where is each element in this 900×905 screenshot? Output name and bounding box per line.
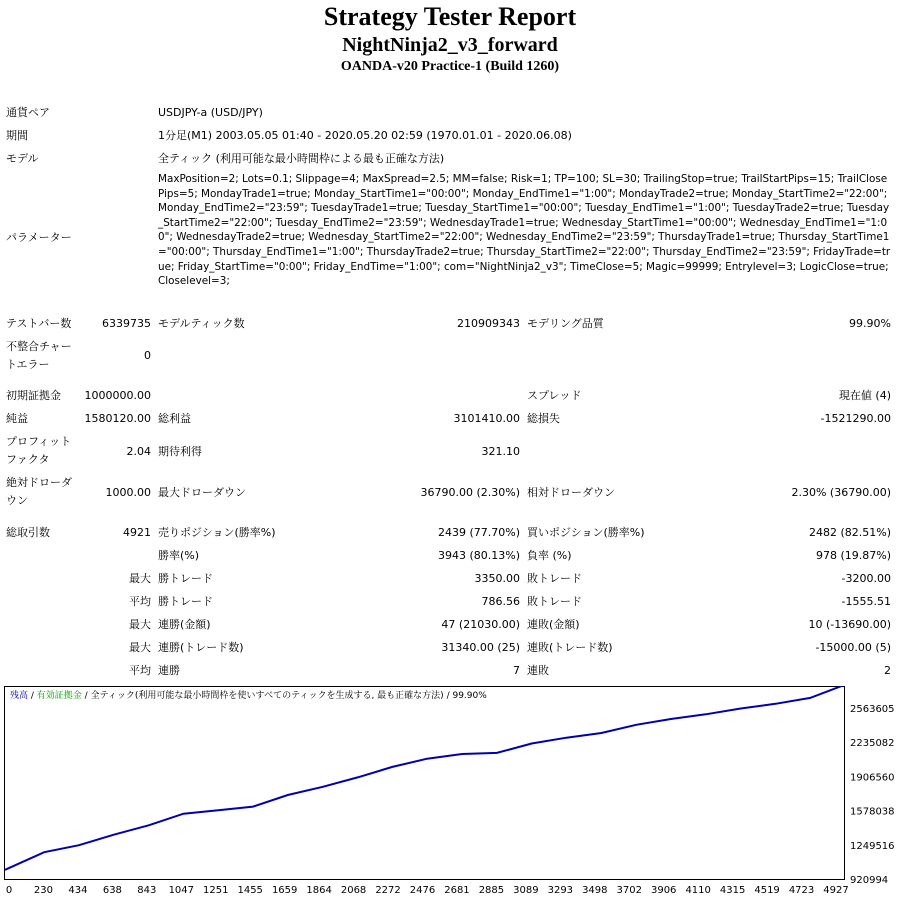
params-value: MaxPosition=2; Lots=0.1; Slippage=4; MaxSpread=2.5; MM=false; Risk=1; TP=100; SL=30; TrailingStop=true; TrailStartPips=15; TrailClosePips=5; MondayTrade1=true; Monday_StartTime1="00:00"; Monday_EndTime1="1:00"; MondayTrade2=true; Monday_StartTime2="22:00"; Monday_EndTime2="23:59"; TuesdayTrade1=true; Tuesday_StartTime1="00:00"; Tuesday_EndTime1="1:00"; TuesdayTrade2=true; Tuesday_StartTime2="22:00"; Tuesday_EndTime2="23:59"; WednesdayTrade1=true; Wednesday_StartTime1="00:00"; Wednesday_EndTime1="1:00"; WednesdayTrade2=true; Wednesday_StartTime2="22:00"; Wednesday_EndTime2="23:59"; ThursdayTrade1=true; Thursday_StartTime1="00:00"; Thursday_EndTime1="1:00"; ThursdayTrade2=true; Thursday_StartTime2="22:00"; Thursday_EndTime2="23:59"; FridayTrade=true; Friday_StartTime="0:00"; Friday_EndTime="1:00"; com="NightNinja2_v3"; TimeClose=5; Magic=99999; Entrylevel=3; LogicClose=true; Closelevel=3;: [158, 173, 891, 288]
avgcons-win-value: 7: [513, 664, 520, 677]
symbol-label: 通貨ペア: [6, 106, 50, 119]
maxdd-value: 36790.00 (2.30%): [420, 486, 520, 499]
long-value: 2482 (82.51%): [808, 526, 891, 539]
x-tick-label: 1251: [203, 885, 229, 896]
maxdd-label: 最大ドローダウン: [158, 486, 246, 499]
absdd-value: 1000.00: [105, 486, 151, 499]
expected-value: 321.10: [481, 445, 520, 458]
avgcons-label: 平均: [129, 664, 151, 677]
x-tick-label: 3498: [582, 885, 608, 896]
netprofit-value: 1580120.00: [84, 412, 151, 425]
legend-balance: 残高: [10, 691, 29, 701]
largest-win-value: 3350.00: [474, 572, 520, 585]
avgcons-loss-value: 2: [884, 664, 891, 677]
y-tick-label: 1249516: [850, 840, 895, 852]
deposit-label: 初期証拠金: [6, 389, 61, 402]
legend-sep: /: [28, 691, 37, 701]
x-tick-label: 2476: [409, 885, 436, 896]
grossloss-value: -1521290.00: [820, 412, 891, 425]
y-tick-label: 1906560: [850, 772, 895, 784]
x-tick-label: 1864: [306, 885, 332, 896]
x-tick-label: 2885: [478, 885, 505, 896]
x-tick-label: 4110: [685, 885, 711, 896]
y-tick-label: 2235082: [850, 738, 895, 750]
broker-info: OANDA-v20 Practice-1 (Build 1260): [340, 59, 560, 74]
maxcons2-label: 最大: [129, 641, 151, 654]
trades-value: 4921: [123, 526, 151, 539]
average-label: 平均: [129, 595, 151, 608]
symbol-value: USDJPY-a (USD/JPY): [158, 106, 263, 119]
reldd-label: 相対ドローダウン: [527, 486, 615, 499]
legend-sep: /: [443, 691, 453, 701]
legend-model: 全ティック(利用可能な最小時間枠を使いすべてのティックを生成する, 最も正確な方法): [90, 691, 444, 701]
x-tick-label: 4315: [719, 885, 746, 896]
legend-equity: 有効証拠金: [36, 691, 82, 701]
netprofit-label: 純益: [6, 412, 28, 425]
x-tick-label: 3089: [513, 885, 539, 896]
period-label: 期間: [6, 129, 28, 142]
x-tick-label: 843: [137, 885, 157, 896]
maxcons-loss-label: 連敗(金額): [527, 618, 580, 631]
x-tick-label: 3906: [650, 885, 677, 896]
lossrate-value: 978 (19.87%): [815, 549, 891, 562]
bars-value: 6339735: [102, 317, 151, 330]
balance-chart: [4, 686, 896, 900]
average-win-value: 786.56: [481, 595, 520, 608]
spread-label: スプレッド: [527, 389, 582, 402]
average-win-label: 勝トレード: [158, 595, 213, 608]
x-tick-label: 2272: [375, 885, 401, 896]
absdd-label-line1: 絶対ドローダ: [6, 476, 72, 489]
x-tick-label: 2068: [340, 885, 367, 896]
params-label: パラメーター: [6, 231, 72, 244]
ticks-label: モデルティック数: [158, 317, 245, 330]
x-tick-label: 2681: [444, 885, 470, 896]
x-tick-label: 1047: [168, 885, 195, 896]
legend-sep: /: [81, 691, 91, 701]
report-title: Strategy Tester Report: [323, 2, 577, 31]
grossprofit-value: 3101410.00: [453, 412, 520, 425]
trades-label: 総取引数: [6, 526, 50, 539]
period-value: 1分足(M1) 2003.05.05 01:40 - 2020.05.20 02:59 (1970.01.01 - 2020.06.08): [158, 129, 572, 142]
ea-name: NightNinja2_v3_forward: [342, 34, 558, 56]
x-tick-label: 230: [33, 885, 54, 896]
short-label: 売りポジション(勝率%): [158, 526, 276, 539]
winrate-value: 3943 (80.13%): [437, 549, 520, 562]
maxcons-label: 最大: [129, 618, 151, 631]
lossrate-label: 負率 (%): [527, 549, 572, 562]
avgcons-win-label: 連勝: [158, 664, 180, 677]
average-loss-value: -1555.51: [841, 595, 891, 608]
quality-label: モデリング品質: [527, 317, 604, 330]
y-tick-label: 920994: [850, 875, 889, 886]
pf-label-line1: プロフィット: [6, 435, 72, 448]
mismatch-label-line1: 不整合チャー: [6, 340, 72, 353]
legend-quality: 99.90%: [452, 691, 487, 701]
y-tick-label: 2563605: [850, 704, 895, 715]
absdd-label-line2: ウン: [6, 494, 28, 507]
bars-label: テストバー数: [6, 317, 72, 330]
largest-loss-value: -3200.00: [841, 572, 891, 585]
largest-loss-label: 敗トレード: [527, 572, 582, 585]
pf-label-line2: ファクタ: [6, 453, 50, 466]
quality-value: 99.90%: [849, 317, 891, 330]
spread-value: 現在値 (4): [838, 389, 891, 402]
chart-plot-area: [5, 687, 845, 880]
largest-win-label: 勝トレード: [158, 572, 213, 585]
x-tick-label: 1659: [271, 885, 298, 896]
pf-value: 2.04: [126, 445, 151, 458]
average-loss-label: 敗トレード: [527, 595, 582, 608]
short-value: 2439 (77.70%): [437, 526, 520, 539]
mismatch-value: 0: [144, 349, 151, 362]
x-tick-label: 4519: [754, 885, 780, 896]
model-label: モデル: [6, 152, 39, 165]
ticks-value: 210909343: [457, 317, 520, 330]
x-tick-label: 4927: [823, 885, 849, 896]
avgcons-loss-label: 連敗: [527, 664, 549, 677]
x-tick-label: 638: [102, 885, 122, 896]
y-tick-label: 1578038: [850, 806, 895, 818]
model-value: 全ティック (利用可能な最小時間枠による最も正確な方法): [158, 152, 445, 165]
maxcons2-loss-value: -15000.00 (5): [815, 641, 891, 654]
mismatch-label-line2: トエラー: [6, 358, 50, 371]
x-tick-label: 3293: [547, 885, 574, 896]
x-axis-ticks: [6, 885, 849, 896]
x-tick-label: 434: [68, 885, 88, 896]
maxcons-loss-value: 10 (-13690.00): [808, 618, 891, 631]
x-tick-label: 1455: [237, 885, 263, 896]
maxcons-win-value: 47 (21030.00): [441, 618, 520, 631]
maxcons2-win-label: 連勝(トレード数): [158, 641, 244, 654]
maxcons2-win-value: 31340.00 (25): [441, 641, 520, 654]
long-label: 買いポジション(勝率%): [527, 526, 645, 539]
reldd-value: 2.30% (36790.00): [791, 486, 891, 499]
x-tick-label: 0: [5, 885, 13, 896]
maxcons2-loss-label: 連敗(トレード数): [527, 641, 613, 654]
grossloss-label: 総損失: [527, 412, 560, 425]
y-axis-ticks: [850, 704, 895, 886]
maxcons-win-label: 連勝(金額): [158, 618, 211, 631]
chart-legend: [10, 689, 487, 701]
x-tick-label: 4723: [788, 885, 815, 896]
deposit-value: 1000000.00: [84, 389, 151, 402]
grossprofit-label: 総利益: [158, 412, 191, 425]
expected-label: 期待利得: [158, 445, 202, 458]
winrate-label: 勝率(%): [158, 549, 200, 562]
largest-label: 最大: [129, 572, 151, 585]
x-tick-label: 3702: [616, 885, 642, 896]
